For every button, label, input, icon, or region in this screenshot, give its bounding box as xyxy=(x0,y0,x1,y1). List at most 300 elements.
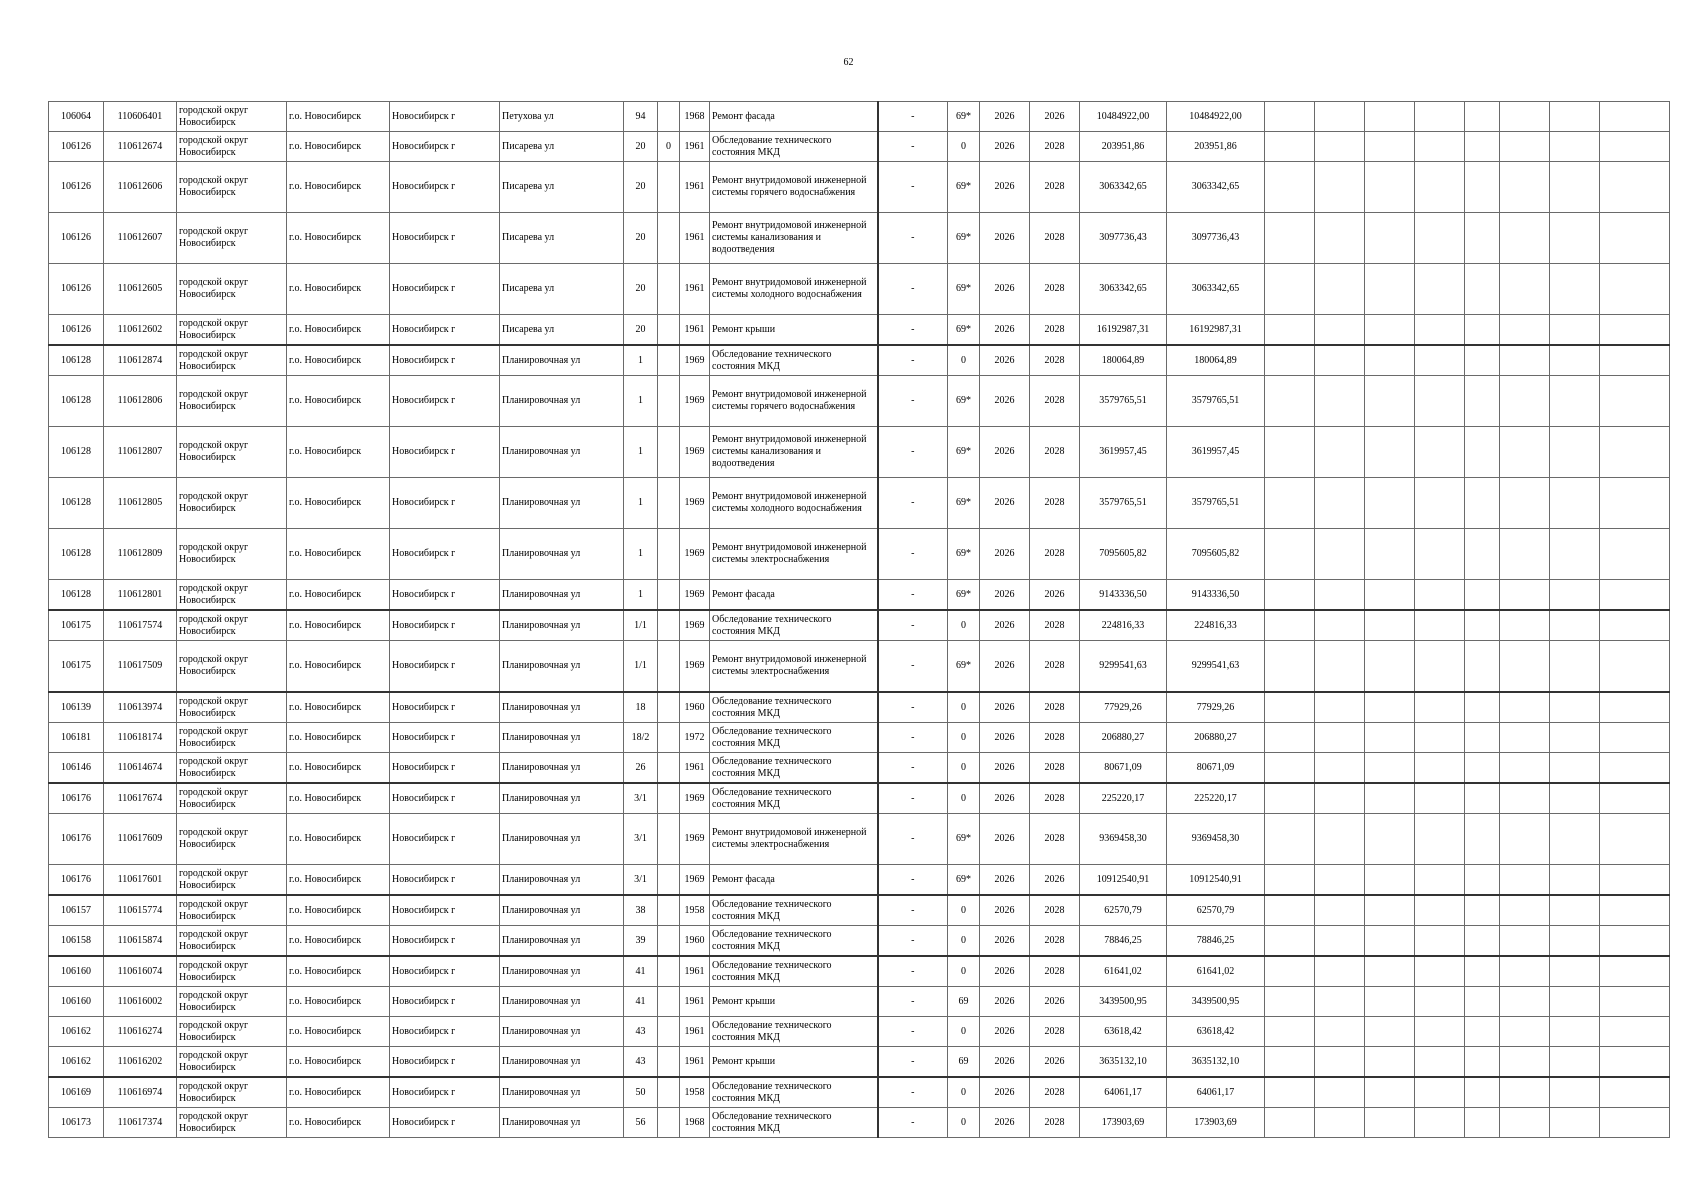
cell-house: 41 xyxy=(624,956,658,987)
cell-code: 110612602 xyxy=(104,315,177,346)
cell-e8 xyxy=(1600,315,1670,346)
cell-e2 xyxy=(1315,102,1365,132)
cell-city: Новосибирск г xyxy=(390,1077,500,1108)
cell-year: 1969 xyxy=(680,641,710,693)
cell-e8 xyxy=(1600,692,1670,723)
cell-e8 xyxy=(1600,1017,1670,1047)
cell-method: 0 xyxy=(948,895,980,926)
cell-korpus: 0 xyxy=(658,132,680,162)
cell-municipality: городской округ Новосибирск xyxy=(177,783,287,814)
cell-year: 1969 xyxy=(680,529,710,580)
cell-district: г.о. Новосибирск xyxy=(287,529,390,580)
cell-work_type: Ремонт крыши xyxy=(710,987,878,1017)
cell-e8 xyxy=(1600,213,1670,264)
cell-e2 xyxy=(1315,1047,1365,1078)
cell-e7 xyxy=(1550,926,1600,957)
cell-house: 50 xyxy=(624,1077,658,1108)
cell-e8 xyxy=(1600,723,1670,753)
cell-method: 69* xyxy=(948,213,980,264)
table-row xyxy=(49,1017,1670,1047)
cell-e4 xyxy=(1415,610,1465,641)
cell-municipality: городской округ Новосибирск xyxy=(177,895,287,926)
cell-cost_fund: 7095605,82 xyxy=(1167,529,1265,580)
cell-work_type: Ремонт внутридомовой инженерной системы электроснабжения xyxy=(710,641,878,693)
cell-method: 0 xyxy=(948,783,980,814)
cell-korpus xyxy=(658,987,680,1017)
cell-district: г.о. Новосибирск xyxy=(287,315,390,346)
cell-start_year: 2026 xyxy=(980,213,1030,264)
cell-district: г.о. Новосибирск xyxy=(287,376,390,427)
cell-id: 106126 xyxy=(49,162,104,213)
cell-street: Планировочная ул xyxy=(500,580,624,611)
cell-year: 1961 xyxy=(680,1047,710,1078)
cell-e3 xyxy=(1365,1108,1415,1138)
cell-e7 xyxy=(1550,1077,1600,1108)
cell-year: 1961 xyxy=(680,987,710,1017)
cell-start_year: 2026 xyxy=(980,264,1030,315)
cell-e4 xyxy=(1415,723,1465,753)
cell-id: 106128 xyxy=(49,376,104,427)
cell-e6 xyxy=(1500,213,1550,264)
cell-e8 xyxy=(1600,895,1670,926)
cell-municipality: городской округ Новосибирск xyxy=(177,610,287,641)
cell-e1 xyxy=(1265,895,1315,926)
cell-cost_total: 3579765,51 xyxy=(1080,376,1167,427)
cell-e6 xyxy=(1500,162,1550,213)
cell-city: Новосибирск г xyxy=(390,376,500,427)
cell-district: г.о. Новосибирск xyxy=(287,213,390,264)
cell-work_type: Обследование технического состояния МКД xyxy=(710,132,878,162)
cell-house: 3/1 xyxy=(624,783,658,814)
cell-cost_fund: 61641,02 xyxy=(1167,956,1265,987)
cell-city: Новосибирск г xyxy=(390,264,500,315)
cell-korpus xyxy=(658,376,680,427)
cell-e1 xyxy=(1265,102,1315,132)
cell-e5 xyxy=(1465,1017,1500,1047)
cell-municipality: городской округ Новосибирск xyxy=(177,1047,287,1078)
cell-e1 xyxy=(1265,315,1315,346)
cell-e1 xyxy=(1265,956,1315,987)
cell-year: 1961 xyxy=(680,753,710,784)
cell-e6 xyxy=(1500,783,1550,814)
cell-e3 xyxy=(1365,213,1415,264)
cell-e1 xyxy=(1265,345,1315,376)
cell-start_year: 2026 xyxy=(980,1017,1030,1047)
cell-id: 106126 xyxy=(49,315,104,346)
cell-end_year: 2028 xyxy=(1030,213,1080,264)
table-row xyxy=(49,956,1670,987)
cell-dash: - xyxy=(878,213,948,264)
cell-start_year: 2026 xyxy=(980,1077,1030,1108)
cell-e7 xyxy=(1550,753,1600,784)
cell-korpus xyxy=(658,478,680,529)
cell-e4 xyxy=(1415,213,1465,264)
cell-municipality: городской округ Новосибирск xyxy=(177,865,287,896)
cell-cost_total: 63618,42 xyxy=(1080,1017,1167,1047)
table-row xyxy=(49,345,1670,376)
cell-code: 110617674 xyxy=(104,783,177,814)
cell-e1 xyxy=(1265,529,1315,580)
cell-e8 xyxy=(1600,1047,1670,1078)
cell-code: 110616274 xyxy=(104,1017,177,1047)
cell-city: Новосибирск г xyxy=(390,102,500,132)
cell-municipality: городской округ Новосибирск xyxy=(177,427,287,478)
cell-year: 1969 xyxy=(680,345,710,376)
cell-cost_total: 3439500,95 xyxy=(1080,987,1167,1017)
cell-cost_fund: 9299541,63 xyxy=(1167,641,1265,693)
cell-house: 1/1 xyxy=(624,610,658,641)
table-row xyxy=(49,692,1670,723)
cell-cost_total: 61641,02 xyxy=(1080,956,1167,987)
cell-cost_total: 3619957,45 xyxy=(1080,427,1167,478)
cell-end_year: 2028 xyxy=(1030,610,1080,641)
cell-e2 xyxy=(1315,895,1365,926)
cell-dash: - xyxy=(878,956,948,987)
cell-district: г.о. Новосибирск xyxy=(287,162,390,213)
cell-korpus xyxy=(658,865,680,896)
cell-street: Планировочная ул xyxy=(500,427,624,478)
cell-e4 xyxy=(1415,641,1465,693)
cell-end_year: 2028 xyxy=(1030,956,1080,987)
cell-year: 1958 xyxy=(680,1077,710,1108)
cell-e4 xyxy=(1415,478,1465,529)
cell-id: 106160 xyxy=(49,956,104,987)
cell-street: Планировочная ул xyxy=(500,1047,624,1078)
cell-method: 69* xyxy=(948,376,980,427)
cell-e7 xyxy=(1550,102,1600,132)
cell-work_type: Ремонт фасада xyxy=(710,102,878,132)
cell-year: 1969 xyxy=(680,427,710,478)
cell-korpus xyxy=(658,1077,680,1108)
cell-cost_fund: 3097736,43 xyxy=(1167,213,1265,264)
cell-e1 xyxy=(1265,814,1315,865)
cell-street: Планировочная ул xyxy=(500,987,624,1017)
cell-start_year: 2026 xyxy=(980,641,1030,693)
cell-dash: - xyxy=(878,783,948,814)
cell-dash: - xyxy=(878,1108,948,1138)
cell-house: 39 xyxy=(624,926,658,957)
cell-e7 xyxy=(1550,865,1600,896)
cell-work_type: Обследование технического состояния МКД xyxy=(710,753,878,784)
cell-e5 xyxy=(1465,376,1500,427)
cell-korpus xyxy=(658,580,680,611)
cell-e5 xyxy=(1465,213,1500,264)
cell-dash: - xyxy=(878,1017,948,1047)
cell-e1 xyxy=(1265,132,1315,162)
cell-e4 xyxy=(1415,580,1465,611)
cell-e5 xyxy=(1465,1047,1500,1078)
table-row xyxy=(49,641,1670,693)
cell-e8 xyxy=(1600,865,1670,896)
table-row xyxy=(49,478,1670,529)
cell-id: 106126 xyxy=(49,264,104,315)
cell-id: 106158 xyxy=(49,926,104,957)
cell-e2 xyxy=(1315,865,1365,896)
cell-e5 xyxy=(1465,132,1500,162)
table-row xyxy=(49,264,1670,315)
cell-e1 xyxy=(1265,692,1315,723)
cell-korpus xyxy=(658,315,680,346)
cell-street: Планировочная ул xyxy=(500,926,624,957)
cell-house: 1 xyxy=(624,427,658,478)
cell-e6 xyxy=(1500,926,1550,957)
cell-id: 106175 xyxy=(49,641,104,693)
cell-start_year: 2026 xyxy=(980,529,1030,580)
cell-cost_fund: 78846,25 xyxy=(1167,926,1265,957)
cell-code: 110612874 xyxy=(104,345,177,376)
cell-code: 110612605 xyxy=(104,264,177,315)
cell-code: 110616974 xyxy=(104,1077,177,1108)
cell-end_year: 2026 xyxy=(1030,580,1080,611)
cell-e5 xyxy=(1465,692,1500,723)
cell-dash: - xyxy=(878,376,948,427)
cell-id: 106169 xyxy=(49,1077,104,1108)
cell-end_year: 2028 xyxy=(1030,478,1080,529)
cell-e6 xyxy=(1500,692,1550,723)
cell-korpus xyxy=(658,692,680,723)
cell-e2 xyxy=(1315,641,1365,693)
cell-e7 xyxy=(1550,895,1600,926)
cell-code: 110612806 xyxy=(104,376,177,427)
cell-e6 xyxy=(1500,376,1550,427)
cell-code: 110606401 xyxy=(104,102,177,132)
cell-e4 xyxy=(1415,987,1465,1017)
cell-e2 xyxy=(1315,478,1365,529)
cell-id: 106160 xyxy=(49,987,104,1017)
cell-city: Новосибирск г xyxy=(390,692,500,723)
cell-e1 xyxy=(1265,1108,1315,1138)
cell-e3 xyxy=(1365,610,1415,641)
cell-house: 1 xyxy=(624,580,658,611)
cell-cost_fund: 3579765,51 xyxy=(1167,376,1265,427)
cell-e7 xyxy=(1550,132,1600,162)
cell-district: г.о. Новосибирск xyxy=(287,102,390,132)
cell-e5 xyxy=(1465,529,1500,580)
cell-e3 xyxy=(1365,641,1415,693)
cell-cost_total: 224816,33 xyxy=(1080,610,1167,641)
cell-e5 xyxy=(1465,895,1500,926)
cell-start_year: 2026 xyxy=(980,162,1030,213)
cell-cost_total: 173903,69 xyxy=(1080,1108,1167,1138)
cell-city: Новосибирск г xyxy=(390,162,500,213)
cell-code: 110616002 xyxy=(104,987,177,1017)
cell-korpus xyxy=(658,102,680,132)
cell-korpus xyxy=(658,641,680,693)
cell-code: 110615774 xyxy=(104,895,177,926)
cell-cost_total: 7095605,82 xyxy=(1080,529,1167,580)
cell-municipality: городской округ Новосибирск xyxy=(177,345,287,376)
cell-e3 xyxy=(1365,987,1415,1017)
cell-e1 xyxy=(1265,162,1315,213)
cell-e8 xyxy=(1600,376,1670,427)
cell-e8 xyxy=(1600,610,1670,641)
cell-end_year: 2026 xyxy=(1030,1047,1080,1078)
cell-house: 1 xyxy=(624,529,658,580)
cell-work_type: Ремонт крыши xyxy=(710,1047,878,1078)
cell-city: Новосибирск г xyxy=(390,895,500,926)
cell-e8 xyxy=(1600,529,1670,580)
cell-id: 106176 xyxy=(49,783,104,814)
cell-e3 xyxy=(1365,427,1415,478)
cell-street: Писарева ул xyxy=(500,132,624,162)
cell-cost_fund: 224816,33 xyxy=(1167,610,1265,641)
cell-cost_total: 180064,89 xyxy=(1080,345,1167,376)
cell-korpus xyxy=(658,895,680,926)
cell-e7 xyxy=(1550,641,1600,693)
cell-city: Новосибирск г xyxy=(390,1108,500,1138)
cell-e8 xyxy=(1600,926,1670,957)
cell-korpus xyxy=(658,926,680,957)
cell-e2 xyxy=(1315,376,1365,427)
cell-e4 xyxy=(1415,865,1465,896)
cell-work_type: Обследование технического состояния МКД xyxy=(710,783,878,814)
cell-dash: - xyxy=(878,102,948,132)
cell-code: 110612801 xyxy=(104,580,177,611)
cell-cost_total: 203951,86 xyxy=(1080,132,1167,162)
cell-year: 1969 xyxy=(680,580,710,611)
cell-method: 69* xyxy=(948,264,980,315)
cell-method: 69* xyxy=(948,478,980,529)
cell-cost_fund: 206880,27 xyxy=(1167,723,1265,753)
cell-e4 xyxy=(1415,1108,1465,1138)
cell-method: 0 xyxy=(948,132,980,162)
cell-e6 xyxy=(1500,529,1550,580)
cell-e7 xyxy=(1550,315,1600,346)
cell-e6 xyxy=(1500,814,1550,865)
cell-e8 xyxy=(1600,102,1670,132)
cell-municipality: городской округ Новосибирск xyxy=(177,213,287,264)
cell-e1 xyxy=(1265,580,1315,611)
cell-e8 xyxy=(1600,162,1670,213)
cell-e3 xyxy=(1365,895,1415,926)
cell-end_year: 2028 xyxy=(1030,529,1080,580)
cell-work_type: Ремонт фасада xyxy=(710,865,878,896)
cell-code: 110614674 xyxy=(104,753,177,784)
table-row xyxy=(49,814,1670,865)
cell-street: Планировочная ул xyxy=(500,610,624,641)
cell-cost_fund: 10484922,00 xyxy=(1167,102,1265,132)
cell-district: г.о. Новосибирск xyxy=(287,692,390,723)
cell-e2 xyxy=(1315,213,1365,264)
cell-e8 xyxy=(1600,345,1670,376)
cell-id: 106173 xyxy=(49,1108,104,1138)
cell-code: 110612674 xyxy=(104,132,177,162)
cell-start_year: 2026 xyxy=(980,895,1030,926)
cell-e3 xyxy=(1365,132,1415,162)
cell-dash: - xyxy=(878,895,948,926)
cell-district: г.о. Новосибирск xyxy=(287,1047,390,1078)
cell-year: 1961 xyxy=(680,132,710,162)
cell-house: 43 xyxy=(624,1017,658,1047)
cell-house: 3/1 xyxy=(624,865,658,896)
cell-e7 xyxy=(1550,580,1600,611)
cell-e2 xyxy=(1315,345,1365,376)
cell-cost_total: 16192987,31 xyxy=(1080,315,1167,346)
cell-e3 xyxy=(1365,478,1415,529)
cell-cost_total: 77929,26 xyxy=(1080,692,1167,723)
cell-e1 xyxy=(1265,926,1315,957)
cell-house: 43 xyxy=(624,1047,658,1078)
cell-street: Писарева ул xyxy=(500,315,624,346)
cell-year: 1961 xyxy=(680,315,710,346)
cell-district: г.о. Новосибирск xyxy=(287,753,390,784)
cell-district: г.о. Новосибирск xyxy=(287,956,390,987)
cell-e7 xyxy=(1550,1017,1600,1047)
cell-e7 xyxy=(1550,529,1600,580)
cell-e5 xyxy=(1465,783,1500,814)
cell-cost_total: 78846,25 xyxy=(1080,926,1167,957)
cell-e6 xyxy=(1500,610,1550,641)
cell-cost_fund: 3063342,65 xyxy=(1167,162,1265,213)
cell-id: 106126 xyxy=(49,132,104,162)
cell-end_year: 2028 xyxy=(1030,783,1080,814)
cell-e3 xyxy=(1365,529,1415,580)
cell-city: Новосибирск г xyxy=(390,213,500,264)
cell-end_year: 2026 xyxy=(1030,102,1080,132)
cell-end_year: 2028 xyxy=(1030,895,1080,926)
cell-e7 xyxy=(1550,264,1600,315)
cell-id: 106128 xyxy=(49,478,104,529)
cell-street: Планировочная ул xyxy=(500,478,624,529)
cell-e4 xyxy=(1415,132,1465,162)
cell-municipality: городской округ Новосибирск xyxy=(177,987,287,1017)
cell-e1 xyxy=(1265,478,1315,529)
cell-e1 xyxy=(1265,427,1315,478)
cell-e6 xyxy=(1500,427,1550,478)
cell-cost_fund: 173903,69 xyxy=(1167,1108,1265,1138)
cell-work_type: Обследование технического состояния МКД xyxy=(710,895,878,926)
cell-e4 xyxy=(1415,783,1465,814)
cell-e7 xyxy=(1550,1108,1600,1138)
cell-korpus xyxy=(658,753,680,784)
cell-code: 110616074 xyxy=(104,956,177,987)
cell-end_year: 2028 xyxy=(1030,1017,1080,1047)
cell-municipality: городской округ Новосибирск xyxy=(177,1077,287,1108)
cell-e5 xyxy=(1465,1108,1500,1138)
cell-start_year: 2026 xyxy=(980,987,1030,1017)
cell-id: 106146 xyxy=(49,753,104,784)
cell-end_year: 2028 xyxy=(1030,926,1080,957)
table-row xyxy=(49,132,1670,162)
cell-dash: - xyxy=(878,478,948,529)
cell-dash: - xyxy=(878,753,948,784)
table-row xyxy=(49,1047,1670,1078)
cell-district: г.о. Новосибирск xyxy=(287,478,390,529)
cell-house: 20 xyxy=(624,315,658,346)
cell-e8 xyxy=(1600,783,1670,814)
cell-e5 xyxy=(1465,814,1500,865)
cell-e1 xyxy=(1265,610,1315,641)
cell-e4 xyxy=(1415,814,1465,865)
cell-e8 xyxy=(1600,1077,1670,1108)
cell-city: Новосибирск г xyxy=(390,345,500,376)
cell-year: 1961 xyxy=(680,1017,710,1047)
cell-start_year: 2026 xyxy=(980,580,1030,611)
cell-e4 xyxy=(1415,926,1465,957)
cell-e1 xyxy=(1265,1017,1315,1047)
cell-e4 xyxy=(1415,1077,1465,1108)
cell-e1 xyxy=(1265,987,1315,1017)
cell-cost_fund: 180064,89 xyxy=(1167,345,1265,376)
cell-start_year: 2026 xyxy=(980,865,1030,896)
cell-e6 xyxy=(1500,1077,1550,1108)
cell-e5 xyxy=(1465,427,1500,478)
table-row xyxy=(49,865,1670,896)
cell-id: 106064 xyxy=(49,102,104,132)
cell-end_year: 2028 xyxy=(1030,723,1080,753)
cell-e6 xyxy=(1500,478,1550,529)
cell-e5 xyxy=(1465,315,1500,346)
